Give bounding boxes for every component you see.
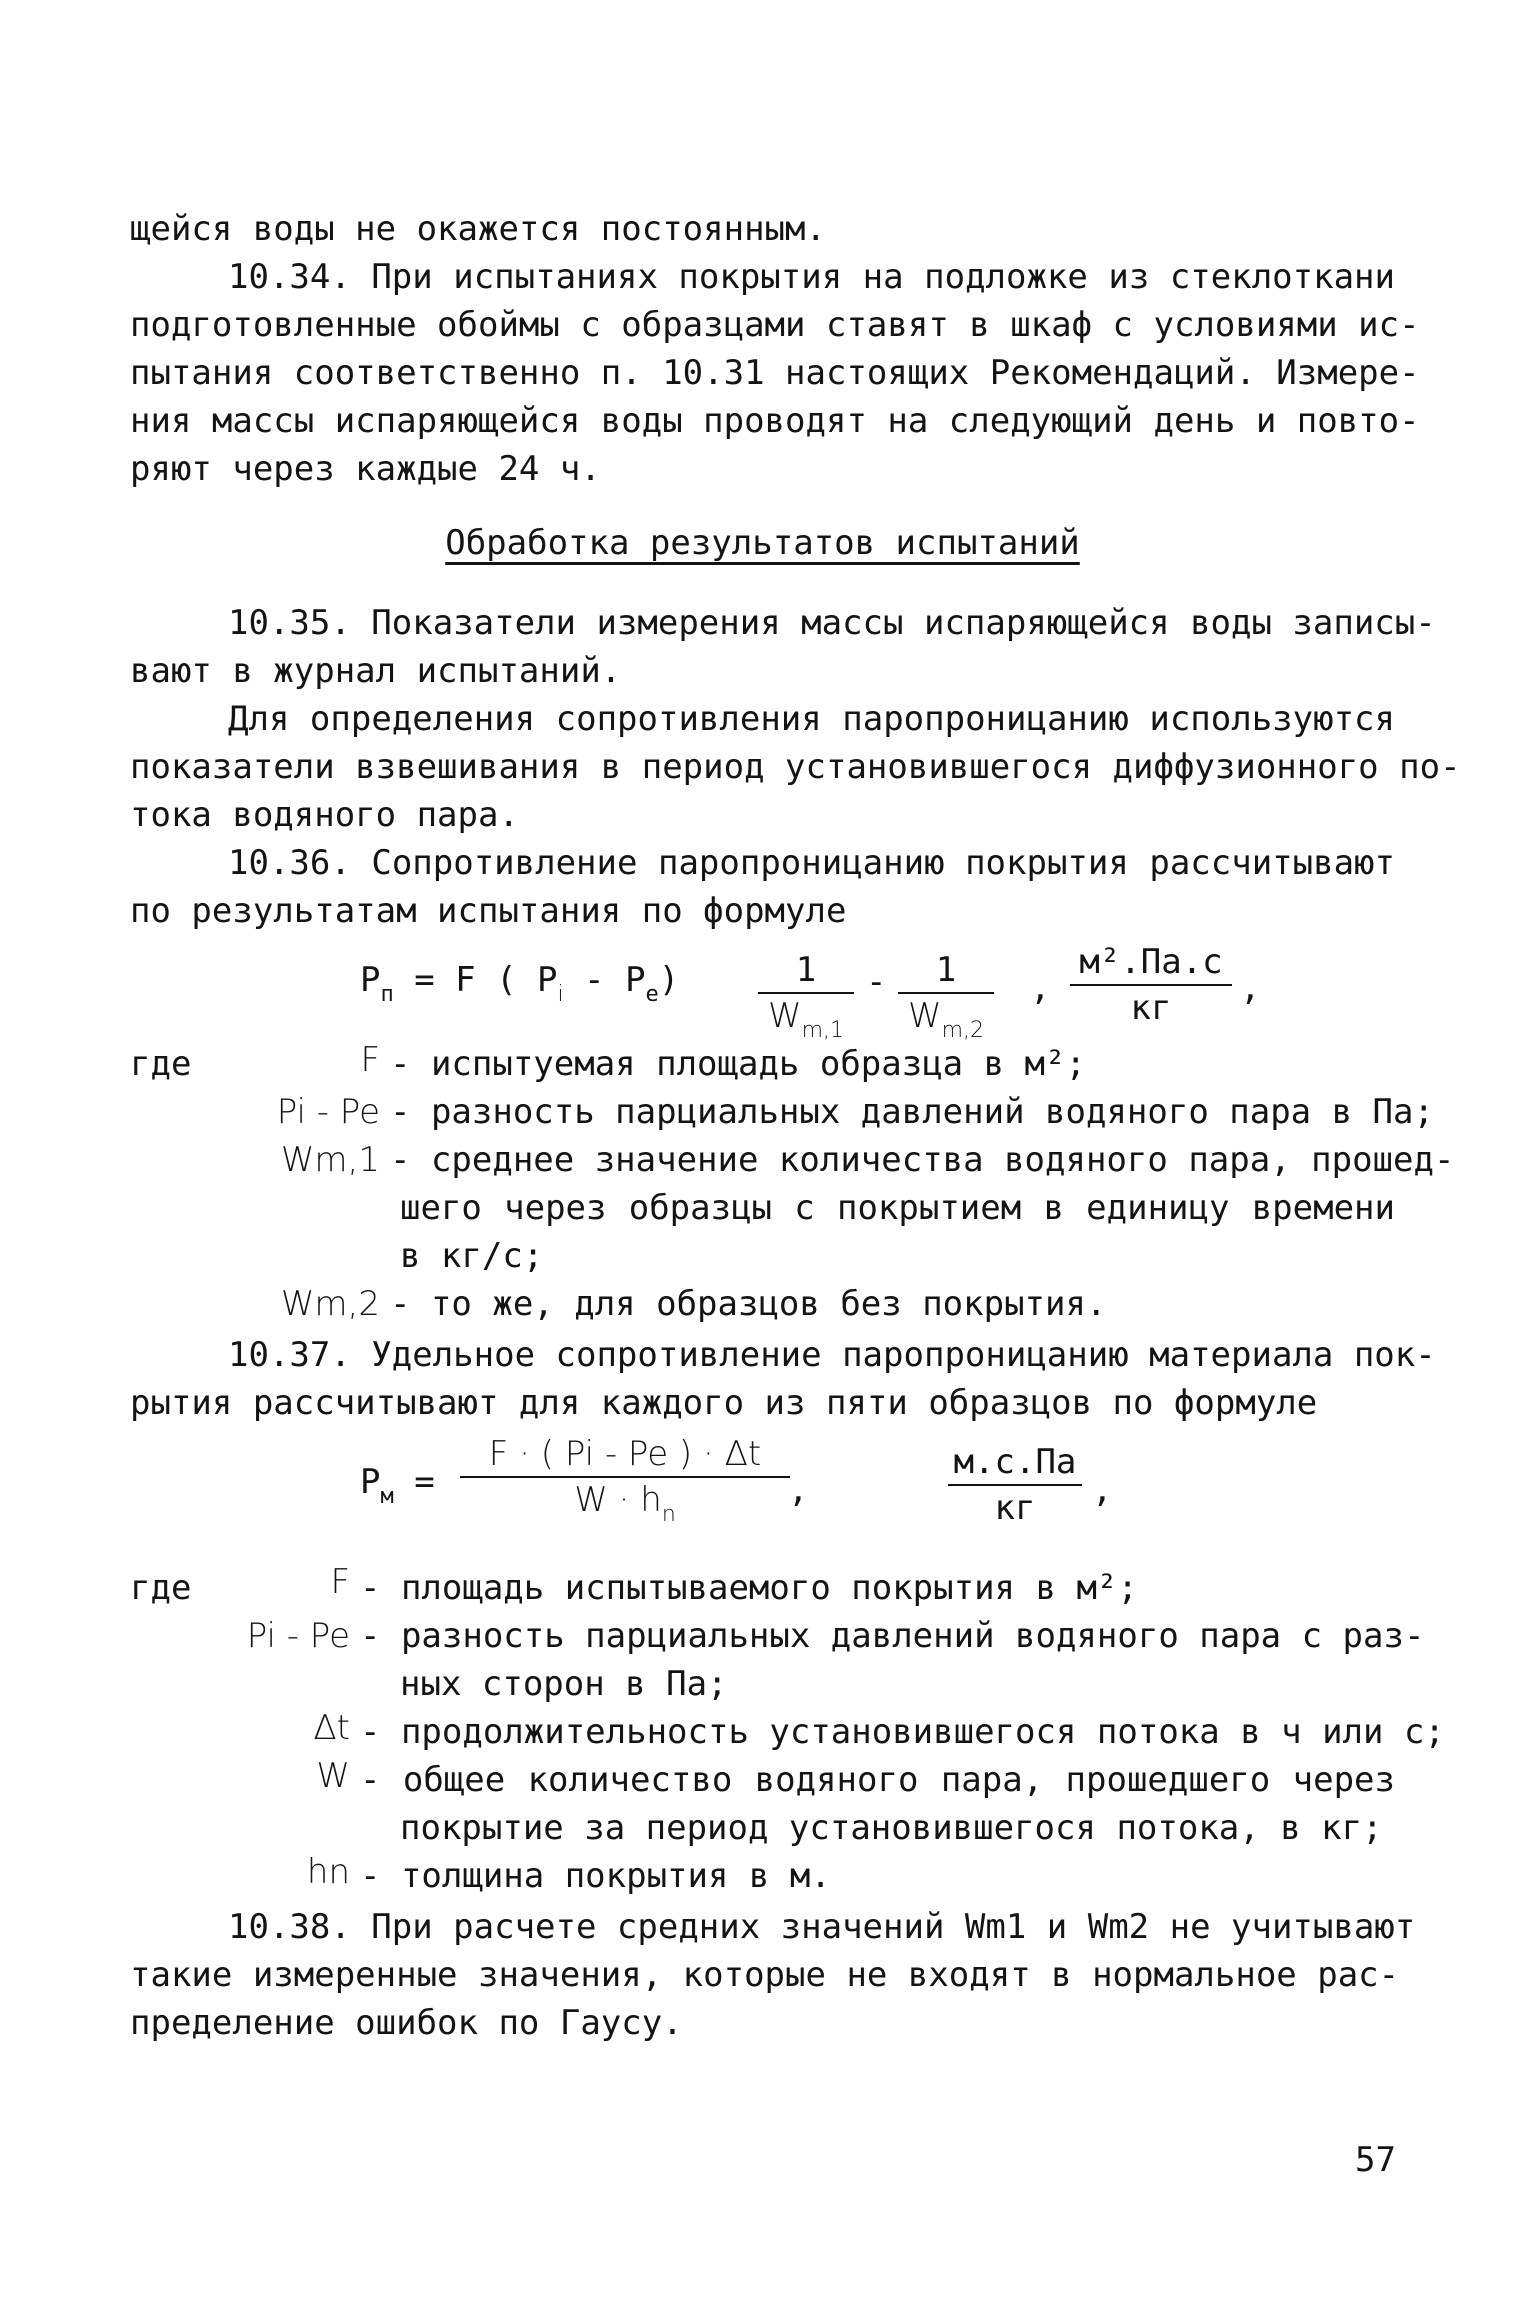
text-line: пытания соответственно п. 10.31 настоящих Рекомендаций. Измере- bbox=[130, 353, 1420, 393]
definition-text: покрытие за период установившегося потока, в кг; bbox=[400, 1808, 1383, 1848]
unit-fraction-1: м².Па.с кг bbox=[1070, 942, 1232, 1028]
definition-text: - среднее значение количества водяного пара, прошед- bbox=[390, 1140, 1455, 1180]
text-line: 10.36. Сопротивление паропроницанию покрытия рассчитывают bbox=[228, 843, 1395, 883]
text-line: Для определения сопротивления паропроницанию используются bbox=[228, 699, 1395, 739]
symbol-F: F bbox=[360, 1040, 380, 1080]
symbol-pressure-diff: Pi - Pe bbox=[276, 1092, 380, 1132]
formula-comma: , bbox=[788, 1470, 809, 1510]
symbol-delta-t: Δt bbox=[313, 1708, 350, 1748]
text-line: 10.37. Удельное сопротивление паропроницанию материала пок- bbox=[228, 1335, 1436, 1375]
definition-text: - площадь испытываемого покрытия в м²; bbox=[360, 1568, 1138, 1608]
definition-text: - разность парциальных давлений водяного пара с раз- bbox=[360, 1616, 1425, 1656]
text-line: по результатам испытания по формуле bbox=[130, 891, 847, 931]
formula-specific-resistance: $P_м$ = bbox=[360, 1462, 435, 1509]
formula-comma-end: , bbox=[1240, 968, 1261, 1008]
definition-text: - то же, для образцов без покрытия. bbox=[390, 1284, 1107, 1324]
symbol-pressure-diff: Pi - Pe bbox=[246, 1616, 350, 1656]
fraction-main: $\frac{F \cdot ( Pi - Pe ) \cdot \Delta t}{W \cdot h_n}$ bbox=[460, 1434, 790, 1527]
symbol-W: W bbox=[316, 1756, 350, 1796]
where-label: где bbox=[130, 1568, 192, 1608]
page-number: 57 bbox=[1355, 2140, 1396, 2180]
text-line: пределение ошибок по Гаусу. bbox=[130, 2003, 683, 2043]
symbol-hn: hn bbox=[306, 1852, 350, 1892]
symbol-wm1: Wm,1 bbox=[280, 1140, 380, 1180]
definition-text: шего через образцы с покрытием в единицу времени bbox=[400, 1188, 1395, 1228]
text-line: 10.34. При испытаниях покрытия на подложке из стеклоткани bbox=[228, 257, 1395, 297]
definition-text: - разность парциальных давлений водяного пара в Па; bbox=[390, 1092, 1434, 1132]
definition-text: - испытуемая площадь образца в м²; bbox=[390, 1044, 1086, 1084]
text-line: щейся воды не окажется постоянным. bbox=[130, 209, 826, 249]
text-line: ния массы испаряющейся воды проводят на следующий день и повто- bbox=[130, 401, 1420, 441]
definition-text: - толщина покрытия в м. bbox=[360, 1856, 831, 1896]
symbol-wm2: Wm,2 bbox=[280, 1284, 380, 1324]
unit-fraction-2: м.с.Па кг bbox=[948, 1442, 1082, 1528]
text-line: рытия рассчитывают для каждого из пяти образцов по формуле bbox=[130, 1383, 1318, 1423]
text-line: такие измеренные значения, которые не входят в нормальное рас- bbox=[130, 1955, 1400, 1995]
formula-comma-end: , bbox=[1092, 1470, 1113, 1510]
formula-vapor-resistance: $P_п = F$ ( $P_i - P_e$) bbox=[360, 960, 680, 1007]
text-line: 10.38. При расчете средних значений Wm1 и Wm2 не учитывают bbox=[228, 1907, 1416, 1947]
text-line: вают в журнал испытаний. bbox=[130, 651, 622, 691]
section-heading: Обработка результатов испытаний bbox=[445, 523, 1080, 563]
definition-text: - общее количество водяного пара, прошедшего через bbox=[360, 1760, 1395, 1800]
where-label: где bbox=[130, 1044, 192, 1084]
definition-text: ных сторон в Па; bbox=[400, 1664, 728, 1704]
text-line: 10.35. Показатели измерения массы испаряющейся воды записы- bbox=[228, 603, 1436, 643]
definition-text: - продолжительность установившегося потока в ч или с; bbox=[360, 1712, 1445, 1752]
symbol-F: F bbox=[330, 1562, 350, 1602]
formula-comma: , bbox=[1030, 968, 1051, 1008]
definition-text: в кг/с; bbox=[400, 1236, 544, 1276]
text-line: ряют через каждые 24 ч. bbox=[130, 449, 601, 489]
text-line: подготовленные обоймы с образцами ставят в шкаф с условиями ис- bbox=[130, 305, 1420, 345]
text-line: показатели взвешивания в период установившегося диффузионного по- bbox=[130, 747, 1461, 787]
fraction-1: $\frac{1}{W_{m,1}}$ bbox=[758, 950, 854, 1043]
fraction-2: $\frac{1}{W_{m,2}}$ bbox=[898, 950, 994, 1043]
formula-minus: - bbox=[866, 962, 887, 1002]
text-line: тока водяного пара. bbox=[130, 795, 519, 835]
